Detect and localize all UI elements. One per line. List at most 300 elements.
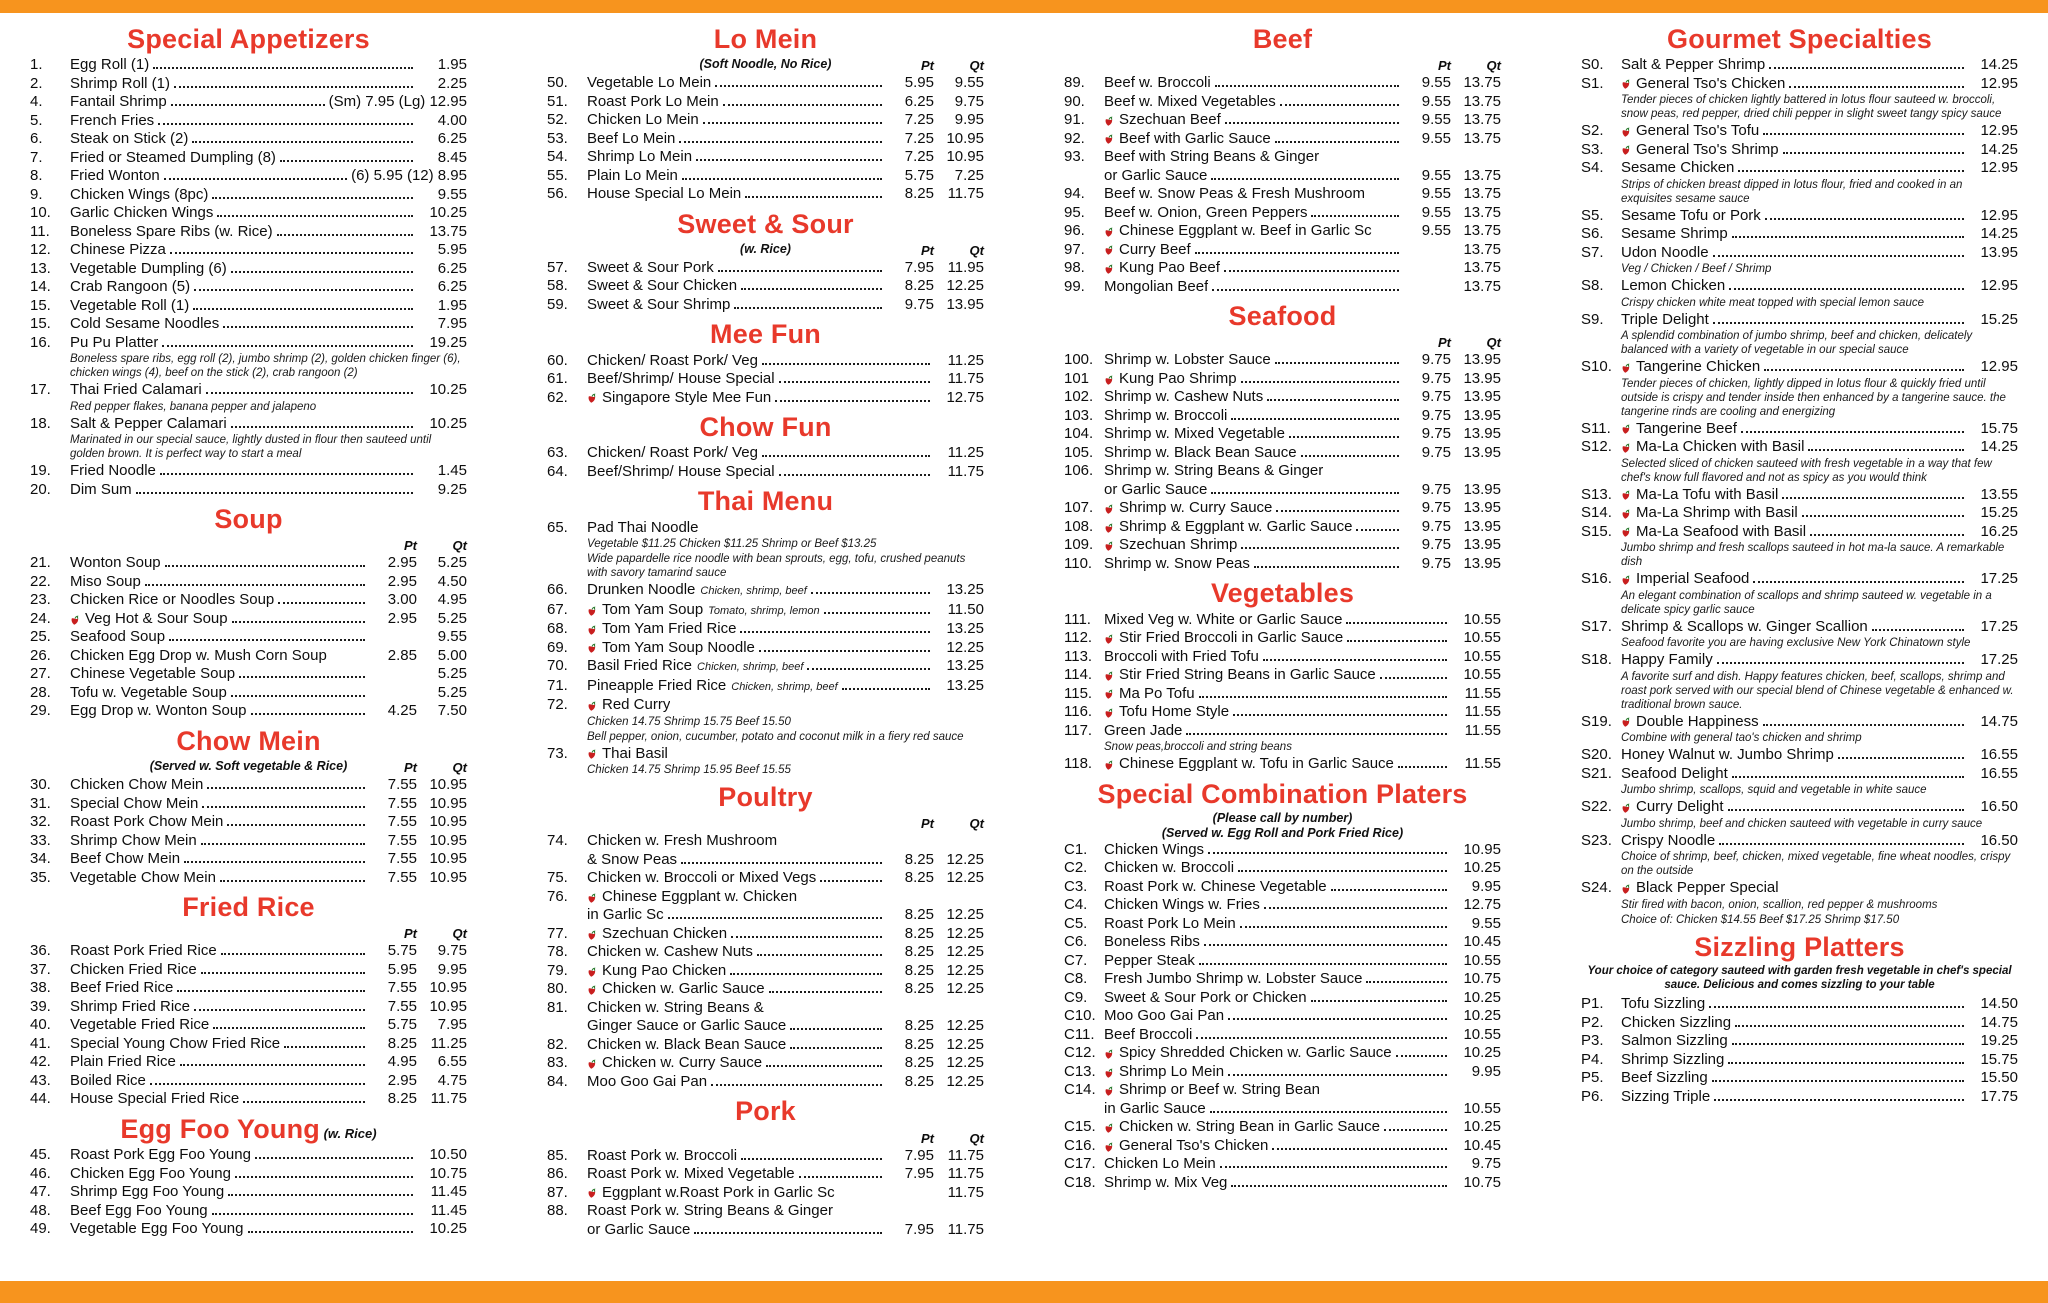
bottom-orange-bar xyxy=(0,1281,2048,1303)
menu-item-line xyxy=(1064,755,1501,774)
dot-leaders xyxy=(231,426,413,428)
item-name: Roast Pork Egg Foo Young xyxy=(70,1146,251,1164)
dot-leaders xyxy=(1208,852,1447,854)
dot-leaders xyxy=(193,308,413,310)
menu-item-line xyxy=(1064,859,1501,878)
menu-item-line xyxy=(1581,438,2018,457)
item-name: Beef w. Mixed Vegetables xyxy=(1104,92,1276,110)
menu-item-line xyxy=(1064,93,1501,112)
item-number: S5. xyxy=(1581,206,1604,224)
item-number: S16. xyxy=(1581,570,1612,588)
menu-item-line xyxy=(30,93,467,112)
menu-item-line xyxy=(1581,765,2018,784)
dot-leaders xyxy=(715,85,882,87)
pt-qt-labels xyxy=(1403,335,1501,350)
price: 11.55 xyxy=(1464,703,1501,721)
price: 15.50 xyxy=(1980,1069,2018,1086)
dot-leaders xyxy=(769,991,882,993)
menu-item xyxy=(1064,878,1501,897)
item-number: 14. xyxy=(30,278,51,296)
menu-item xyxy=(1064,648,1501,667)
menu-item-line xyxy=(1064,648,1501,667)
item-number: 31. xyxy=(30,794,51,812)
item-number: 1. xyxy=(30,56,43,74)
menu-item-line xyxy=(1581,832,2018,851)
menu-item xyxy=(1581,746,2018,765)
menu-item xyxy=(547,745,984,778)
menu-item-line xyxy=(1581,207,2018,226)
menu-item-line xyxy=(30,481,467,500)
item-number: C3. xyxy=(1064,877,1088,895)
menu-item xyxy=(1581,486,2018,505)
dot-leaders xyxy=(1231,1185,1447,1187)
dot-leaders xyxy=(1331,889,1447,891)
price: 10.55 xyxy=(1463,1099,1501,1117)
price: 10.25 xyxy=(429,1220,467,1238)
menu-item-line xyxy=(30,961,467,980)
spicy-pepper-icon xyxy=(1621,144,1636,155)
menu-item xyxy=(1581,504,2018,523)
spicy-pepper-icon xyxy=(587,929,602,940)
item-number: S8. xyxy=(1581,277,1604,295)
menu-section xyxy=(547,24,984,204)
menu-item xyxy=(30,961,467,980)
price-pint: 9.75 xyxy=(1421,406,1451,424)
menu-item-line xyxy=(1581,141,2018,160)
item-name: Sweet & Sour Shrimp xyxy=(587,295,731,313)
item-name: Vegetable Lo Mein xyxy=(587,74,712,92)
item-description: Combine with general tao's chicken and shrimp xyxy=(1621,732,1862,745)
menu-item xyxy=(1064,425,1501,444)
menu-item-line xyxy=(1064,74,1501,93)
menu-item-line xyxy=(1064,185,1501,204)
menu-item xyxy=(30,481,467,500)
menu-item xyxy=(547,93,984,112)
dot-leaders xyxy=(1782,497,1964,499)
item-number: C4. xyxy=(1064,896,1088,914)
spicy-pepper-icon xyxy=(587,748,602,759)
item-name: Black Pepper Special xyxy=(1636,879,1779,897)
item-name: French Fries xyxy=(70,111,155,129)
item-number: 110. xyxy=(1064,554,1093,572)
price-pint: 9.75 xyxy=(1421,425,1451,443)
menu-item-line xyxy=(30,832,467,851)
menu-item xyxy=(30,260,467,279)
item-number: C18. xyxy=(1064,1173,1096,1191)
menu-item xyxy=(1064,1063,1501,1082)
price-quart: 12.25 xyxy=(946,1017,984,1035)
dot-leaders xyxy=(1211,492,1399,494)
item-number: S15. xyxy=(1581,522,1612,540)
price-pint: 2.95 xyxy=(387,572,417,590)
price-pint: 7.95 xyxy=(904,1146,934,1164)
section-intro: Your choice of category sauteed with garden fresh vegetable in chef's special sauce. Delicious and comes sizzling to your table xyxy=(1587,964,2012,991)
pt-label: Pt xyxy=(921,816,934,832)
spicy-pepper-icon xyxy=(1104,1085,1119,1096)
price-quart: 11.95 xyxy=(947,258,984,276)
spicy-pepper-icon xyxy=(1104,1141,1119,1152)
price-quart: 13.75 xyxy=(1463,92,1501,110)
menu-item xyxy=(30,869,467,888)
dot-leaders xyxy=(696,159,882,161)
dot-leaders xyxy=(1186,733,1447,735)
menu-item-line xyxy=(1064,703,1501,722)
menu-item-line xyxy=(547,925,984,944)
item-number: 64. xyxy=(547,462,568,480)
item-name: Vegetable Egg Foo Young xyxy=(70,1220,244,1238)
item-name: Chicken w. Curry Sauce xyxy=(602,1054,763,1072)
menu-item-line xyxy=(547,601,984,621)
menu-item-line xyxy=(1581,75,2018,94)
price-pint: 9.75 xyxy=(904,295,934,313)
price-quart: 13.95 xyxy=(1463,536,1501,554)
price-quart: 13.75 xyxy=(1463,129,1501,147)
price-quart: 13.95 xyxy=(1463,554,1501,572)
menu-section xyxy=(1064,301,1501,573)
item-name: Egg Roll (1) xyxy=(70,56,150,74)
item-number: C14. xyxy=(1064,1081,1096,1099)
qt-label: Qt xyxy=(969,242,984,258)
price-quart: 5.00 xyxy=(437,646,467,664)
item-name: Vegetable Chow Mein xyxy=(70,868,216,886)
item-number: S4. xyxy=(1581,159,1604,177)
spicy-pepper-icon xyxy=(1104,374,1119,385)
menu-item xyxy=(547,519,984,581)
section-subtitle: (w. Rice) xyxy=(740,241,791,256)
item-name: Plain Lo Mein xyxy=(587,166,678,184)
item-name: Fried Noodle xyxy=(70,462,156,480)
item-name: Beef with String Beans & Ginger xyxy=(1104,148,1320,166)
menu-item-line xyxy=(1064,629,1501,648)
item-name: Shrimp & Eggplant w. Garlic Sauce xyxy=(1119,517,1353,535)
item-name: Chicken Lo Mein xyxy=(587,111,699,129)
dot-leaders xyxy=(1204,944,1447,946)
dot-leaders xyxy=(145,584,365,586)
section-title: Special Combination Platers xyxy=(1097,778,1468,809)
menu-item xyxy=(1064,555,1501,574)
item-name: Shrimp Fried Rice xyxy=(70,997,191,1015)
menu-item xyxy=(1581,1069,2018,1088)
dot-leaders xyxy=(1732,236,1964,238)
menu-item-line xyxy=(30,130,467,149)
item-inline-description: Tomato, shrimp, lemon xyxy=(708,604,820,617)
price: 9.55 xyxy=(1471,914,1501,932)
spicy-pepper-icon xyxy=(1621,126,1636,137)
item-number: 79. xyxy=(547,961,568,979)
price-pint: 9.75 xyxy=(1421,351,1451,369)
item-name: Chicken w. Broccoli or Mixed Vegs xyxy=(587,869,817,887)
menu-section xyxy=(30,1114,467,1239)
dot-leaders xyxy=(681,862,882,864)
menu-item xyxy=(30,112,467,131)
price: 11.55 xyxy=(1464,721,1501,739)
dot-leaders xyxy=(1808,449,1964,451)
menu-item-line xyxy=(547,111,984,130)
dot-leaders xyxy=(206,392,413,394)
item-name: Special Chow Mein xyxy=(70,794,199,812)
price-quart: 12.25 xyxy=(946,961,984,979)
dot-leaders xyxy=(1810,534,1964,536)
menu-item-line xyxy=(30,75,467,94)
menu-item xyxy=(547,185,984,204)
item-number: 105. xyxy=(1064,443,1094,461)
menu-item-line xyxy=(30,1220,467,1239)
menu-item-line xyxy=(1064,1174,1501,1193)
dot-leaders xyxy=(251,713,366,715)
price: 10.25 xyxy=(429,204,467,222)
dot-leaders xyxy=(164,178,347,180)
price-pint: 8.25 xyxy=(904,943,934,961)
price: 11.45 xyxy=(430,1201,467,1219)
item-number: 102. xyxy=(1064,388,1094,406)
dot-leaders xyxy=(694,1232,882,1234)
dot-leaders xyxy=(1732,1043,1964,1045)
menu-item-line xyxy=(547,869,984,888)
menu-item-line xyxy=(30,702,467,721)
price-quart: 9.95 xyxy=(954,111,984,129)
dot-leaders xyxy=(1717,662,1964,664)
dot-leaders xyxy=(1233,714,1447,716)
menu-item xyxy=(1064,841,1501,860)
item-name: Pad Thai Noodle xyxy=(587,518,699,536)
item-number: 10. xyxy=(30,204,51,222)
item-name: Beef Fried Rice xyxy=(70,979,174,997)
menu-item xyxy=(1581,618,2018,651)
item-number: 11. xyxy=(30,222,50,240)
pt-qt-labels xyxy=(369,926,467,941)
menu-item-line xyxy=(30,1183,467,1202)
menu-item xyxy=(30,1072,467,1091)
dot-leaders xyxy=(177,990,365,992)
menu-item xyxy=(1064,499,1501,518)
menu-section xyxy=(547,486,984,777)
price-quart: 13.75 xyxy=(1463,240,1501,258)
price: 10.55 xyxy=(1463,951,1501,969)
menu-item-line xyxy=(1064,952,1501,971)
menu-item-line xyxy=(547,677,984,697)
item-name: Chicken w. String Bean in Garlic Sauce xyxy=(1119,1118,1380,1136)
item-number: 21. xyxy=(30,554,51,572)
item-name: Pepper Steak xyxy=(1104,951,1195,969)
item-number: 113. xyxy=(1064,647,1093,665)
pt-label: Pt xyxy=(921,58,934,74)
item-name: Chicken/ Roast Pork/ Veg xyxy=(587,444,758,462)
item-name: Fresh Jumbo Shrimp w. Lobster Sauce xyxy=(1104,970,1363,988)
item-name: Boiled Rice xyxy=(70,1071,146,1089)
item-description: Selected sliced of chicken sauteed with fresh vegetable in a way that few chef's know full flavored and not as spicy as you would think xyxy=(1621,457,1992,484)
item-name: Spicy Shredded Chicken w. Garlic Sauce xyxy=(1119,1044,1392,1062)
item-name: General Tso's Tofu xyxy=(1636,122,1760,140)
price-pint: 8.25 xyxy=(904,185,934,203)
menu-item xyxy=(547,444,984,463)
menu-item xyxy=(1064,611,1501,630)
dot-leaders xyxy=(1263,659,1447,661)
price-quart: 13.75 xyxy=(1463,203,1501,221)
dot-leaders xyxy=(221,953,365,955)
dot-leaders xyxy=(194,1009,365,1011)
price-pint: 8.25 xyxy=(904,924,934,942)
price-pint: 8.25 xyxy=(904,1054,934,1072)
menu-item xyxy=(547,1073,984,1092)
item-number: 108. xyxy=(1064,517,1094,535)
dot-leaders xyxy=(1275,362,1399,364)
dot-leaders xyxy=(136,492,413,494)
item-number: 100. xyxy=(1064,351,1094,369)
price: 13.25 xyxy=(946,581,984,599)
dot-leaders xyxy=(1783,152,1964,154)
spicy-pepper-icon xyxy=(1621,802,1636,813)
menu-item xyxy=(30,1165,467,1184)
menu-item xyxy=(547,869,984,888)
item-number: 12. xyxy=(30,241,51,259)
menu-item xyxy=(1064,444,1501,463)
price: 11.25 xyxy=(947,444,984,462)
menu-item xyxy=(1064,278,1501,297)
item-number: 77. xyxy=(547,924,568,942)
price-quart: 10.95 xyxy=(429,868,467,886)
menu-item-line xyxy=(30,381,467,400)
menu-item-line xyxy=(30,573,467,592)
menu-item xyxy=(1064,1118,1501,1137)
menu-item-line xyxy=(1581,798,2018,817)
menu-item xyxy=(30,1016,467,1035)
item-name: Sweet & Sour Pork xyxy=(587,258,714,276)
dot-leaders xyxy=(243,1101,365,1103)
dot-leaders xyxy=(1224,270,1399,272)
menu-item-line xyxy=(1581,570,2018,589)
menu-item xyxy=(1581,438,2018,485)
menu-item xyxy=(547,943,984,962)
item-name: Chicken w. Black Bean Sauce xyxy=(587,1035,787,1053)
spicy-pepper-icon xyxy=(1621,78,1636,89)
item-name: Singapore Style Mee Fun xyxy=(602,388,772,406)
item-number: 93. xyxy=(1064,148,1085,166)
item-name: Shrimp w. Mix Veg xyxy=(1104,1173,1228,1191)
menu-item xyxy=(1581,832,2018,879)
menu-item-line xyxy=(1581,504,2018,523)
price-quart: 12.25 xyxy=(946,1072,984,1090)
item-number: 69. xyxy=(547,638,568,656)
dot-leaders xyxy=(1712,1080,1964,1082)
item-number: 109. xyxy=(1064,536,1094,554)
menu-item xyxy=(547,639,984,658)
dot-leaders xyxy=(1346,622,1447,624)
menu-item-line xyxy=(1581,244,2018,263)
price: 11.75 xyxy=(947,370,984,388)
section-title: Poultry xyxy=(718,782,813,813)
qt-label: Qt xyxy=(969,816,984,832)
price-pint: 7.95 xyxy=(904,1165,934,1183)
item-number: 91. xyxy=(1064,111,1085,129)
price-quart: 12.25 xyxy=(946,277,984,295)
item-name: Shrimp w. Cashew Nuts xyxy=(1104,388,1264,406)
pt-qt-labels xyxy=(369,760,467,775)
dot-leaders xyxy=(1212,289,1399,291)
menu-item-line xyxy=(1064,462,1501,481)
menu-item xyxy=(1064,241,1501,260)
item-name: Wonton Soup xyxy=(70,554,161,572)
item-name: Shrimp w. Broccoli xyxy=(1104,406,1228,424)
menu-item-line xyxy=(547,259,984,278)
pt-qt-labels xyxy=(369,538,467,553)
spicy-pepper-icon xyxy=(1104,670,1119,681)
price: 10.75 xyxy=(429,1164,467,1182)
item-name: Chicken Fried Rice xyxy=(70,960,197,978)
dot-leaders xyxy=(1789,86,1964,88)
menu-item-line xyxy=(1064,915,1501,934)
section-title: Beef xyxy=(1252,24,1313,54)
menu-item xyxy=(547,999,984,1036)
item-number: 39. xyxy=(30,997,51,1015)
dot-leaders xyxy=(1311,1000,1447,1002)
menu-item xyxy=(1064,407,1501,426)
menu-item-line xyxy=(1064,481,1501,500)
menu-item xyxy=(1064,351,1501,370)
menu-item xyxy=(30,334,467,381)
spicy-pepper-icon xyxy=(1104,633,1119,644)
dot-leaders xyxy=(1753,581,1964,583)
spicy-pepper-icon xyxy=(1621,716,1636,727)
price-quart: 11.75 xyxy=(947,1146,984,1164)
dot-leaders xyxy=(228,1194,413,1196)
price: 14.25 xyxy=(1980,56,2018,74)
price-pint: 5.75 xyxy=(904,166,934,184)
item-number: 76. xyxy=(547,887,568,905)
item-number: 54. xyxy=(547,148,568,166)
section-title: Gourmet Specialties xyxy=(1667,24,1932,54)
qt-label: Qt xyxy=(969,58,984,74)
item-number: C13. xyxy=(1064,1062,1096,1080)
price-quart: 7.25 xyxy=(954,166,984,184)
section-subrow xyxy=(30,758,467,775)
price-quart: 5.25 xyxy=(437,554,467,572)
section-title: Special Appetizers xyxy=(127,24,370,54)
menu-item xyxy=(30,381,467,414)
price-pint: 9.55 xyxy=(1421,129,1451,147)
item-name: Drunken Noodle xyxy=(587,581,696,599)
item-number: S20. xyxy=(1581,746,1612,764)
item-number: 89. xyxy=(1064,74,1085,92)
section-subtitle: (Soft Noodle, No Rice) xyxy=(699,57,832,72)
item-name: Dim Sum xyxy=(70,480,132,498)
item-name: Mixed Veg w. White or Garlic Sauce xyxy=(1104,610,1343,628)
section-subrow xyxy=(1064,333,1501,350)
menu-item xyxy=(547,657,984,677)
spicy-pepper-icon xyxy=(1104,133,1119,144)
item-name: Ma Po Tofu xyxy=(1119,684,1195,702)
pt-label: Pt xyxy=(921,1130,934,1146)
item-name: Beef w. Snow Peas & Fresh Mushroom xyxy=(1104,185,1365,203)
price-quart: 10.95 xyxy=(429,850,467,868)
menu-item-line xyxy=(30,278,467,297)
item-name: Tangerine Beef xyxy=(1636,419,1737,437)
price-quart: 12.25 xyxy=(946,1054,984,1072)
item-name: Chinese Vegetable Soup xyxy=(70,665,236,683)
menu-item-line xyxy=(30,297,467,316)
spicy-pepper-icon xyxy=(1621,489,1636,500)
price: 15.25 xyxy=(1980,504,2018,522)
dot-leaders xyxy=(1231,418,1399,420)
menu-item-line xyxy=(30,1016,467,1035)
price: 15.75 xyxy=(1980,419,2018,437)
item-name: Special Young Chow Fried Rice xyxy=(70,1034,281,1052)
menu-item-line xyxy=(1581,486,2018,505)
dot-leaders xyxy=(1199,963,1447,965)
item-name: Pu Pu Platter xyxy=(70,333,159,351)
price: 10.55 xyxy=(1463,647,1501,665)
menu-item-line xyxy=(30,628,467,647)
price: 13.75 xyxy=(429,222,467,240)
